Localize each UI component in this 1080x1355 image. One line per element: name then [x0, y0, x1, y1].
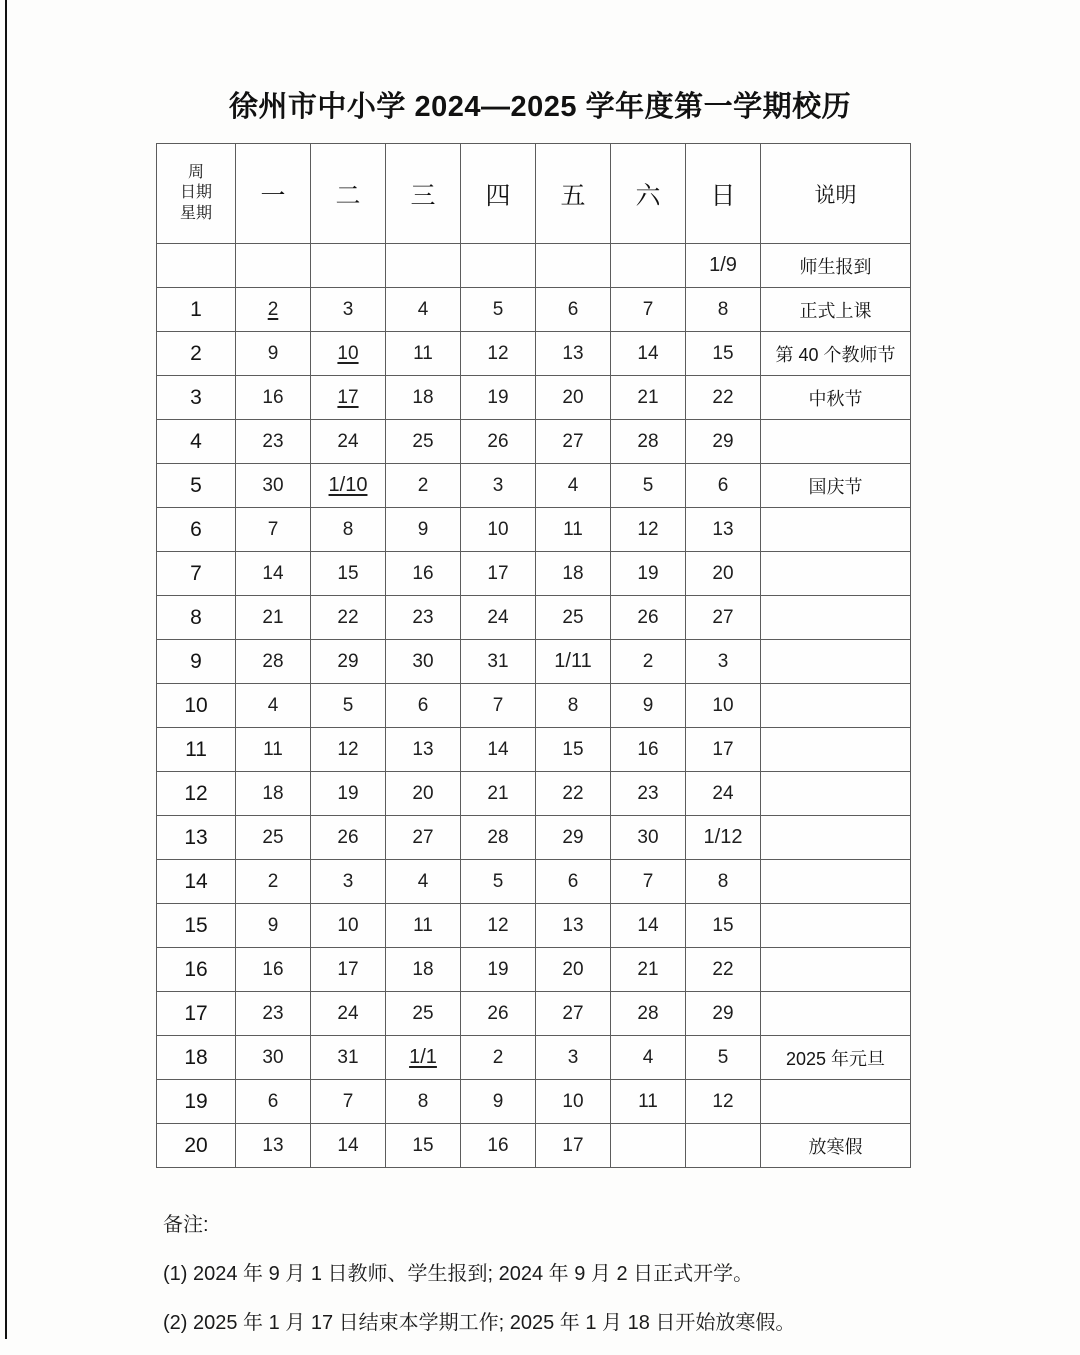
- date-cell: 27: [386, 816, 461, 860]
- date-cell: 15: [311, 552, 386, 596]
- table-row: [157, 772, 911, 816]
- date-cell: 28: [611, 992, 686, 1036]
- date-cell: 2: [236, 288, 311, 332]
- date-cell: 4: [386, 288, 461, 332]
- date-cell: 21: [461, 772, 536, 816]
- date-cell: 15: [536, 728, 611, 772]
- date-cell: [686, 1124, 761, 1168]
- date-cell: 22: [686, 948, 761, 992]
- note-cell: 正式上课: [761, 288, 911, 332]
- date-cell: 26: [461, 992, 536, 1036]
- date-cell: 5: [686, 1036, 761, 1080]
- date-cell: 30: [236, 464, 311, 508]
- date-cell: 3: [536, 1036, 611, 1080]
- date-cell: 31: [311, 1036, 386, 1080]
- date-cell: 16: [461, 1124, 536, 1168]
- date-cell: 1/9: [686, 244, 761, 288]
- date-cell: 1/1: [386, 1036, 461, 1080]
- date-cell: 25: [236, 816, 311, 860]
- week-number-cell: 11: [157, 728, 236, 772]
- date-cell: 23: [236, 992, 311, 1036]
- date-cell: 29: [536, 816, 611, 860]
- note-cell: [761, 420, 911, 464]
- date-cell: 4: [386, 860, 461, 904]
- date-cell: 22: [311, 596, 386, 640]
- date-cell: 8: [386, 1080, 461, 1124]
- date-cell: 24: [311, 992, 386, 1036]
- week-number-cell: 2: [157, 332, 236, 376]
- table-row: [157, 288, 911, 332]
- date-cell: 1/11: [536, 640, 611, 684]
- table-row: [157, 596, 911, 640]
- date-cell: [311, 244, 386, 288]
- table-row: [157, 420, 911, 464]
- date-cell: 10: [686, 684, 761, 728]
- date-cell: 30: [611, 816, 686, 860]
- note-cell: 第 40 个教师节: [761, 332, 911, 376]
- date-cell: 9: [236, 332, 311, 376]
- date-cell: 21: [236, 596, 311, 640]
- date-cell: 21: [611, 948, 686, 992]
- table-row: [157, 1036, 911, 1080]
- date-cell: 6: [386, 684, 461, 728]
- note-cell: 中秋节: [761, 376, 911, 420]
- date-cell: 26: [311, 816, 386, 860]
- column-header-thursday: 四: [461, 144, 536, 244]
- date-cell: 14: [611, 332, 686, 376]
- table-row: [157, 376, 911, 420]
- date-cell: 28: [611, 420, 686, 464]
- week-number-cell: 3: [157, 376, 236, 420]
- date-cell: 17: [311, 948, 386, 992]
- date-cell: 29: [686, 992, 761, 1036]
- date-cell: 27: [536, 992, 611, 1036]
- date-cell: 17: [311, 376, 386, 420]
- column-header-tuesday: 二: [311, 144, 386, 244]
- remarks-section: [163, 1208, 1023, 1355]
- date-cell: 14: [236, 552, 311, 596]
- week-number-cell: 18: [157, 1036, 236, 1080]
- date-cell: 19: [461, 376, 536, 420]
- date-cell: [611, 1124, 686, 1168]
- table-row: [157, 464, 911, 508]
- date-cell: 7: [461, 684, 536, 728]
- date-cell: 19: [611, 552, 686, 596]
- table-row: [157, 640, 911, 684]
- table-row: [157, 816, 911, 860]
- date-cell: 25: [386, 420, 461, 464]
- note-cell: 师生报到: [761, 244, 911, 288]
- date-cell: 16: [611, 728, 686, 772]
- corner-label-week: 周: [187, 163, 204, 181]
- date-cell: 12: [311, 728, 386, 772]
- date-cell: 6: [686, 464, 761, 508]
- date-cell: 12: [686, 1080, 761, 1124]
- note-cell: [761, 640, 911, 684]
- table-row: [157, 508, 911, 552]
- note-cell: 放寒假: [761, 1124, 911, 1168]
- week-number-cell: 7: [157, 552, 236, 596]
- table-row: [157, 1080, 911, 1124]
- date-cell: 4: [236, 684, 311, 728]
- week-number-cell: 6: [157, 508, 236, 552]
- date-cell: 5: [461, 860, 536, 904]
- week-number-cell: 4: [157, 420, 236, 464]
- date-cell: [536, 244, 611, 288]
- date-cell: 3: [686, 640, 761, 684]
- date-cell: 21: [611, 376, 686, 420]
- table-row: [157, 332, 911, 376]
- date-cell: 5: [611, 464, 686, 508]
- week-number-cell: 20: [157, 1124, 236, 1168]
- date-cell: 3: [311, 860, 386, 904]
- date-cell: 8: [686, 288, 761, 332]
- date-cell: 6: [236, 1080, 311, 1124]
- table-row: [157, 860, 911, 904]
- date-cell: 14: [611, 904, 686, 948]
- table-row: [157, 552, 911, 596]
- date-cell: 23: [611, 772, 686, 816]
- week-number-cell: 15: [157, 904, 236, 948]
- date-cell: 22: [686, 376, 761, 420]
- remark-line-2: (2) 2025 年 1 月 17 日结束本学期工作; 2025 年 1 月 18 日开始放寒假。: [163, 1312, 796, 1334]
- note-cell: [761, 772, 911, 816]
- week-number-cell: 19: [157, 1080, 236, 1124]
- date-cell: [611, 244, 686, 288]
- column-header-note: 说明: [761, 144, 911, 244]
- date-cell: 10: [311, 332, 386, 376]
- date-cell: 8: [686, 860, 761, 904]
- date-cell: 23: [236, 420, 311, 464]
- date-cell: 18: [386, 376, 461, 420]
- date-cell: 7: [611, 860, 686, 904]
- date-cell: 18: [536, 552, 611, 596]
- table-body: [157, 244, 911, 1168]
- header-row: [157, 144, 911, 244]
- date-cell: 16: [236, 948, 311, 992]
- date-cell: 6: [536, 288, 611, 332]
- table-row: [157, 728, 911, 772]
- date-cell: 2: [611, 640, 686, 684]
- date-cell: 9: [386, 508, 461, 552]
- date-cell: 19: [461, 948, 536, 992]
- date-cell: 19: [311, 772, 386, 816]
- week-number-cell: 13: [157, 816, 236, 860]
- date-cell: 11: [236, 728, 311, 772]
- date-cell: 13: [236, 1124, 311, 1168]
- date-cell: 10: [461, 508, 536, 552]
- date-cell: 4: [536, 464, 611, 508]
- date-cell: 25: [386, 992, 461, 1036]
- week-number-cell: 10: [157, 684, 236, 728]
- note-cell: 2025 年元旦: [761, 1036, 911, 1080]
- note-cell: [761, 684, 911, 728]
- date-cell: 28: [236, 640, 311, 684]
- date-cell: 10: [311, 904, 386, 948]
- date-cell: 20: [686, 552, 761, 596]
- date-cell: 1/12: [686, 816, 761, 860]
- corner-header-week-date-weekday: [157, 144, 236, 244]
- date-cell: 13: [536, 904, 611, 948]
- week-number-cell: 8: [157, 596, 236, 640]
- date-cell: 10: [536, 1080, 611, 1124]
- column-header-monday: 一: [236, 144, 311, 244]
- date-cell: [236, 244, 311, 288]
- week-number-cell: 16: [157, 948, 236, 992]
- date-cell: 17: [686, 728, 761, 772]
- corner-label-date: 日期: [179, 184, 212, 202]
- date-cell: 9: [611, 684, 686, 728]
- note-cell: [761, 552, 911, 596]
- date-cell: 26: [461, 420, 536, 464]
- column-header-wednesday: 三: [386, 144, 461, 244]
- date-cell: 14: [311, 1124, 386, 1168]
- date-cell: 22: [536, 772, 611, 816]
- remarks-title: 备注:: [163, 1214, 209, 1236]
- note-cell: [761, 508, 911, 552]
- date-cell: 12: [461, 904, 536, 948]
- date-cell: 18: [236, 772, 311, 816]
- week-number-cell: 17: [157, 992, 236, 1036]
- date-cell: 5: [461, 288, 536, 332]
- date-cell: 9: [236, 904, 311, 948]
- date-cell: 24: [461, 596, 536, 640]
- date-cell: [386, 244, 461, 288]
- week-number-cell: 5: [157, 464, 236, 508]
- date-cell: 18: [386, 948, 461, 992]
- date-cell: 7: [236, 508, 311, 552]
- note-cell: [761, 904, 911, 948]
- note-cell: 国庆节: [761, 464, 911, 508]
- date-cell: 3: [461, 464, 536, 508]
- date-cell: 29: [311, 640, 386, 684]
- date-cell: 16: [386, 552, 461, 596]
- date-cell: 28: [461, 816, 536, 860]
- table-header: [157, 144, 911, 244]
- table-row: [157, 992, 911, 1036]
- table-row: [157, 904, 911, 948]
- week-number-cell: [157, 244, 236, 288]
- remark-line-1: (1) 2024 年 9 月 1 日教师、学生报到; 2024 年 9 月 2 日正式开学。: [163, 1263, 754, 1285]
- date-cell: 20: [386, 772, 461, 816]
- date-cell: 13: [686, 508, 761, 552]
- corner-label-weekday: 星期: [179, 204, 212, 222]
- date-cell: 24: [311, 420, 386, 464]
- date-cell: 13: [386, 728, 461, 772]
- date-cell: 11: [386, 904, 461, 948]
- date-cell: 9: [461, 1080, 536, 1124]
- date-cell: 20: [536, 948, 611, 992]
- date-cell: 2: [236, 860, 311, 904]
- date-cell: 2: [386, 464, 461, 508]
- date-cell: 30: [386, 640, 461, 684]
- date-cell: 15: [686, 332, 761, 376]
- note-cell: [761, 816, 911, 860]
- page-title: 徐州市中小学 2024—2025 学年度第一学期校历: [228, 91, 852, 123]
- week-number-cell: 1: [157, 288, 236, 332]
- note-cell: [761, 992, 911, 1036]
- date-cell: 23: [386, 596, 461, 640]
- column-header-sunday: 日: [686, 144, 761, 244]
- date-cell: 29: [686, 420, 761, 464]
- date-cell: 20: [536, 376, 611, 420]
- date-cell: 17: [536, 1124, 611, 1168]
- week-number-cell: 9: [157, 640, 236, 684]
- date-cell: 24: [686, 772, 761, 816]
- date-cell: 5: [311, 684, 386, 728]
- note-cell: [761, 1080, 911, 1124]
- column-header-saturday: 六: [611, 144, 686, 244]
- date-cell: 3: [311, 288, 386, 332]
- date-cell: 11: [386, 332, 461, 376]
- date-cell: 16: [236, 376, 311, 420]
- date-cell: 31: [461, 640, 536, 684]
- date-cell: 13: [536, 332, 611, 376]
- date-cell: 1/10: [311, 464, 386, 508]
- date-cell: 27: [686, 596, 761, 640]
- date-cell: 2: [461, 1036, 536, 1080]
- school-calendar-table: [156, 143, 911, 1168]
- date-cell: 11: [611, 1080, 686, 1124]
- date-cell: 7: [311, 1080, 386, 1124]
- date-cell: 8: [311, 508, 386, 552]
- table-row: [157, 684, 911, 728]
- note-cell: [761, 948, 911, 992]
- date-cell: 4: [611, 1036, 686, 1080]
- date-cell: 27: [536, 420, 611, 464]
- note-cell: [761, 596, 911, 640]
- table-row: [157, 948, 911, 992]
- date-cell: [461, 244, 536, 288]
- date-cell: 6: [536, 860, 611, 904]
- note-cell: [761, 728, 911, 772]
- date-cell: 14: [461, 728, 536, 772]
- column-header-friday: 五: [536, 144, 611, 244]
- date-cell: 8: [536, 684, 611, 728]
- date-cell: 7: [611, 288, 686, 332]
- date-cell: 26: [611, 596, 686, 640]
- table-row: [157, 244, 911, 288]
- date-cell: 17: [461, 552, 536, 596]
- note-cell: [761, 860, 911, 904]
- date-cell: 12: [461, 332, 536, 376]
- date-cell: 25: [536, 596, 611, 640]
- date-cell: 15: [386, 1124, 461, 1168]
- date-cell: 12: [611, 508, 686, 552]
- table-row: [157, 1124, 911, 1168]
- week-number-cell: 12: [157, 772, 236, 816]
- date-cell: 11: [536, 508, 611, 552]
- date-cell: 30: [236, 1036, 311, 1080]
- date-cell: 15: [686, 904, 761, 948]
- week-number-cell: 14: [157, 860, 236, 904]
